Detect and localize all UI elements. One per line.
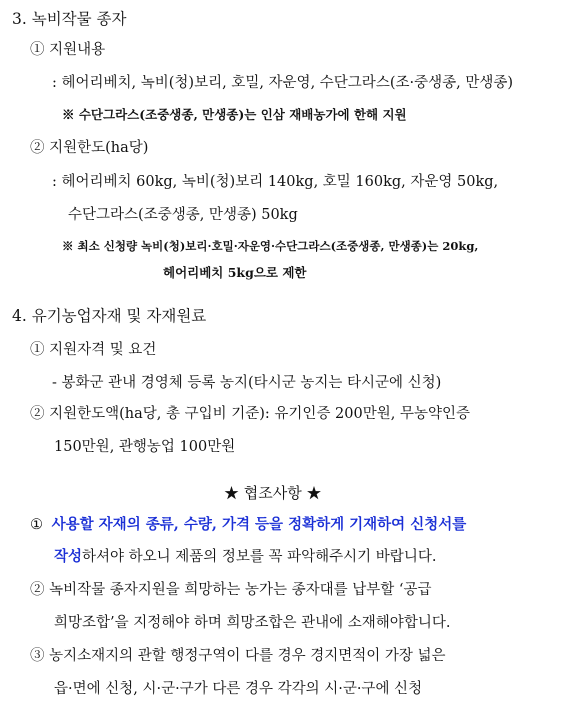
section-4-item-2-line-2: 150만원, 관행농업 100만원 <box>54 439 236 455</box>
cooperation-item-2-line-1: ② 녹비작물 종자지원을 희망하는 농가는 종자대를 납부할 ‘공급 <box>30 582 432 598</box>
section-3-item-2-label: ② 지원한도(ha당) <box>30 140 149 156</box>
cooperation-title: ★ 협조사항 ★ <box>224 484 322 502</box>
cooperation-item-2-line-2: 희망조합’을 지정해야 하며 희망조합은 관내에 소재해야합니다. <box>54 615 451 631</box>
section-4-title: 4. 유기농업자재 및 자재원료 <box>12 307 207 325</box>
section-3-item-1-note: ※ 수단그라스(조중생종, 만생종)는 인삼 재배농가에 한해 지원 <box>62 107 407 122</box>
cooperation-item-1-line-2 <box>54 550 436 565</box>
section-3-title: 3. 녹비작물 종자 <box>12 10 127 28</box>
section-3-item-2-detail-2: 수단그라스(조중생종, 만생종) 50kg <box>68 207 298 223</box>
cooperation-item-3-line-2: 읍·면에 신청, 시·군·구가 다른 경우 각각의 시·군·구에 신청 <box>54 681 423 697</box>
cooperation-item-1-highlight-2: 작성 <box>54 548 83 565</box>
cooperation-item-1-rest: 하셔야 하오니 제품의 정보를 꼭 파악해주시기 바랍니다. <box>82 549 437 565</box>
cooperation-item-1-highlight-1: 사용할 자재의 종류, 수량, 가격 등을 정확하게 기재하여 신청서를 <box>51 516 467 533</box>
cooperation-item-1-number: ① <box>30 517 43 533</box>
section-4-item-1-label: ① 지원자격 및 요건 <box>30 342 157 358</box>
section-3-item-2-note-2: 헤어리베치 5kg으로 제한 <box>163 265 307 280</box>
section-3-item-1-label: ① 지원내용 <box>30 42 106 58</box>
section-3-item-1-detail: : 헤어리베치, 녹비(청)보리, 호밀, 자운영, 수단그라스(조·중생종, 만생종) <box>52 75 514 91</box>
section-3-item-2-note-1: ※ 최소 신청량 녹비(청)보리·호밀·자운영·수단그라스(조중생종, 만생종)는 20kg, <box>62 239 479 253</box>
section-4-item-2-line-1: ② 지원한도액(ha당, 총 구입비 기준): 유기인증 200만원, 무농약인증 <box>30 406 470 422</box>
section-4-item-1-detail: - 봉화군 관내 경영체 등록 농지(타시군 농지는 타시군에 신청) <box>52 375 442 391</box>
cooperation-item-3-line-1: ③ 농지소재지의 관할 행정구역이 다를 경우 경지면적이 가장 넓은 <box>30 648 446 664</box>
cooperation-item-1-line-1 <box>30 518 466 533</box>
section-3-item-2-detail-1: : 헤어리베치 60kg, 녹비(청)보리 140kg, 호밀 160kg, 자운영 50kg, <box>52 174 499 190</box>
